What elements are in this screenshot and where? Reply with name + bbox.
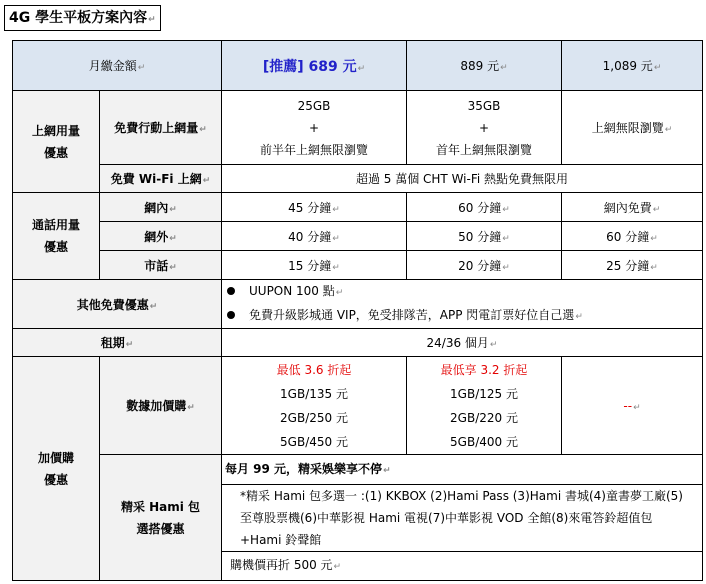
call-label-landline: 市話↵: [100, 251, 222, 280]
addon-data-row: [13, 357, 703, 455]
wifi-row: [13, 165, 703, 193]
other-perks-list: [222, 280, 703, 329]
call-1089-onnet: 網內免費↵: [562, 193, 703, 222]
call-discount-label: 通話用量 優惠: [13, 193, 100, 280]
hami-details: [222, 455, 703, 581]
addon-1089-data: --↵: [562, 357, 703, 455]
hami-desc-line-1: *精采 Hami 包多選一 :(1) KKBOX (2)Hami Pass (3)Hami 書城(4)童書夢工廠(5): [240, 488, 683, 503]
plan-889-header: 889 元↵: [407, 41, 562, 91]
plan-table: [12, 40, 703, 581]
plan-1089-mobile-data: 上網無限瀏覽↵: [562, 91, 703, 165]
plan-889-mobile-data: 35GB + 首年上網無限瀏覽: [407, 91, 562, 165]
call-1089-landline: 25 分鐘↵: [562, 251, 703, 280]
hami-label: 精采 Hami 包 選搭優惠: [100, 455, 222, 581]
term-row: [13, 329, 703, 357]
call-row-landline: [13, 251, 703, 280]
mobile-data-row: [13, 91, 703, 165]
call-label-onnet: 網內↵: [100, 193, 222, 222]
addon-889-data: 最低享 3.2 折起 1GB/125 元 2GB/220 元 5GB/400 元: [407, 357, 562, 455]
other-perks-label: 其他免費優惠↵: [13, 280, 222, 329]
bullet-icon: [227, 287, 235, 295]
call-689-landline: 15 分鐘↵: [222, 251, 407, 280]
call-889-landline: 20 分鐘↵: [407, 251, 562, 280]
header-row: [13, 41, 703, 91]
hami-desc-line-3: +Hami 鈴聲館: [240, 532, 322, 547]
addon-data-label: 數據加價購↵: [100, 357, 222, 455]
call-689-offnet: 40 分鐘↵: [222, 222, 407, 251]
call-label-offnet: 網外↵: [100, 222, 222, 251]
hami-desc-line-2: 至尊股票機(6)中華影視 Hami 電視(7)中華影視 VOD 全館(8)來電答鈴超值包: [240, 510, 653, 525]
term-label: 租期↵: [13, 329, 222, 357]
bullet-icon: [227, 311, 235, 319]
call-889-onnet: 60 分鐘↵: [407, 193, 562, 222]
wifi-label: 免費 Wi-Fi 上網↵: [100, 165, 222, 193]
call-row-offnet: [13, 222, 703, 251]
monthly-fee-label: 月繳金額↵: [13, 41, 222, 91]
addon-689-data: 最低 3.6 折起 1GB/135 元 2GB/250 元 5GB/450 元: [222, 357, 407, 455]
call-889-offnet: 50 分鐘↵: [407, 222, 562, 251]
other-perks-row: [13, 280, 703, 329]
plan-689-mobile-data: 25GB + 前半年上網無限瀏覽: [222, 91, 407, 165]
hami-footer: 購機價再折 500 元↵: [222, 551, 702, 580]
mobile-data-label: 免費行動上網量↵: [100, 91, 222, 165]
plan-689-header: [推薦] 689 元↵: [222, 41, 407, 91]
perk-item: UUPON 100 點↵: [225, 280, 699, 304]
data-discount-label: 上網用量 優惠: [13, 91, 100, 193]
addon-label: 加價購 優惠: [13, 357, 100, 581]
perk-item: 免費升級影城通 VIP，免受排隊苦，APP 閃電訂票好位自己選↵: [225, 304, 699, 328]
term-value: 24/36 個月↵: [222, 329, 703, 357]
wifi-value: 超過 5 萬個 CHT Wi-Fi 熱點免費無限用: [222, 165, 703, 193]
addon-hami-row: [13, 455, 703, 581]
call-1089-offnet: 60 分鐘↵: [562, 222, 703, 251]
call-689-onnet: 45 分鐘↵: [222, 193, 407, 222]
page-title: 4G 學生平板方案內容↵: [4, 5, 161, 31]
hami-headline: 每月 99 元，精采娛樂享不停↵: [222, 456, 702, 485]
plan-1089-header: 1,089 元↵: [562, 41, 703, 91]
call-row-onnet: [13, 193, 703, 222]
